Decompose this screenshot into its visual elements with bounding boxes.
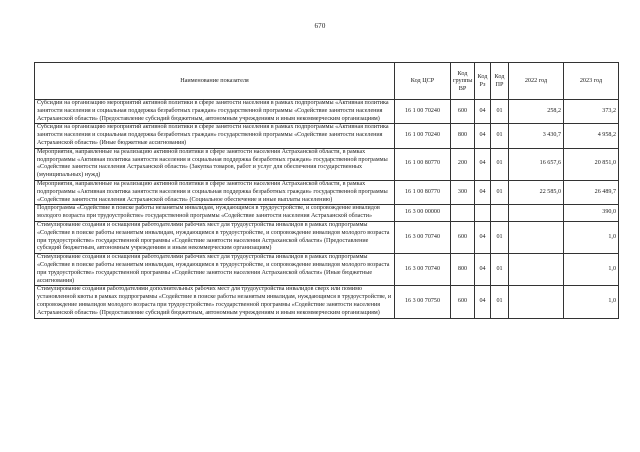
row-csr: 16 1 00 80770 xyxy=(395,148,451,180)
row-vr: 600 xyxy=(451,286,475,318)
row-pr: 01 xyxy=(491,180,509,204)
header-name: Наименование показателя xyxy=(35,63,395,100)
row-pr: 01 xyxy=(491,254,509,286)
row-2022: 3 430,7 xyxy=(509,124,564,148)
table-row xyxy=(35,124,619,148)
row-vr: 200 xyxy=(451,148,475,180)
budget-table xyxy=(34,62,619,319)
row-rz: 04 xyxy=(475,124,491,148)
row-csr: 16 1 00 80770 xyxy=(395,180,451,204)
row-pr: 01 xyxy=(491,100,509,124)
row-2023: 373,2 xyxy=(564,100,619,124)
table-row xyxy=(35,254,619,286)
header-2023: 2023 год xyxy=(564,63,619,100)
header-rz: Код Рз xyxy=(475,63,491,100)
row-rz: 04 xyxy=(475,221,491,253)
row-2022 xyxy=(509,205,564,222)
page-number: 670 xyxy=(314,22,326,30)
row-csr: 16 1 00 70240 xyxy=(395,124,451,148)
row-vr xyxy=(451,205,475,222)
row-pr xyxy=(491,205,509,222)
table-row xyxy=(35,148,619,180)
row-2023: 1,0 xyxy=(564,221,619,253)
row-name: Стимулирование создания и оснащения работодателями рабочих мест для трудоустройства инвалидов в рамках подпрограммы «Содействие в поиске работы незанятым инвалидам, нуждающимся в трудоустройстве, и сопровождение инвалидов молодого возраста при трудоустройстве» государственной программы «Содействие занятости населения Астраханской области» (Предоставление субсидий бюджетным, автономным учреждениям и иным некоммерческим организациям) xyxy=(35,221,395,253)
row-2023: 26 489,7 xyxy=(564,180,619,204)
row-name: Стимулирование создания и оснащения работодателями рабочих мест для трудоустройства инвалидов в рамках подпрограммы «Содействие в поиске работы незанятым инвалидам, нуждающимся в трудоустройстве, и сопровождение инвалидов молодого возраста при трудоустройстве» государственной программы «Содействие занятости населения Астраханской области» (Иные бюджетные ассигнования) xyxy=(35,254,395,286)
row-2022: 258,2 xyxy=(509,100,564,124)
row-rz xyxy=(475,205,491,222)
row-2023: 1,0 xyxy=(564,286,619,318)
row-2022 xyxy=(509,286,564,318)
row-2023: 390,0 xyxy=(564,205,619,222)
row-rz: 04 xyxy=(475,148,491,180)
row-vr: 600 xyxy=(451,221,475,253)
row-rz: 04 xyxy=(475,286,491,318)
table-row xyxy=(35,286,619,318)
row-2022 xyxy=(509,254,564,286)
row-csr: 16 3 00 70750 xyxy=(395,286,451,318)
table-header-row xyxy=(35,63,619,100)
header-2022: 2022 год xyxy=(509,63,564,100)
row-name: Мероприятия, направленные на реализацию активной политики в сфере занятости населения Астраханской области, в рамках подпрограммы «Активная политика занятости населения и социальная поддержка безработных граждан» государственной программы «Содействие занятости населения Астраханской области» (Закупка товаров, работ и услуг для обеспечения государственных (муниципальных) нужд) xyxy=(35,148,395,180)
row-2022: 22 585,0 xyxy=(509,180,564,204)
row-vr: 800 xyxy=(451,254,475,286)
row-csr: 16 3 00 00000 xyxy=(395,205,451,222)
row-name: Подпрограмма «Содействие в поиске работы незанятым инвалидам, нуждающимся в трудоустройстве, и сопровождение инвалидов молодого возраста при трудоустройстве» государственной программы «Содействие занятости населения Астраханской области» xyxy=(35,205,395,222)
row-name: Субсидии на организацию мероприятий активной политики в сфере занятости населения в рамках подпрограммы «Активная политика занятости населения и социальная поддержка безработных граждан» государственной программы «Содействие занятости населения Астраханской области» (Предоставление субсидий бюджетным, автономным учреждениям и иным некоммерческим организациям) xyxy=(35,100,395,124)
row-csr: 16 3 00 70740 xyxy=(395,221,451,253)
header-csr: Код ЦСР xyxy=(395,63,451,100)
header-vr: Код группы ВР xyxy=(451,63,475,100)
row-2023: 4 958,2 xyxy=(564,124,619,148)
row-pr: 01 xyxy=(491,286,509,318)
row-csr: 16 3 00 70740 xyxy=(395,254,451,286)
row-rz: 04 xyxy=(475,100,491,124)
row-name: Субсидии на организацию мероприятий активной политики в сфере занятости населения в рамках подпрограммы «Активная политика занятости населения и социальная поддержка безработных граждан» государственной программы «Содействие занятости населения Астраханской области» (Иные бюджетные ассигнования) xyxy=(35,124,395,148)
table-row xyxy=(35,205,619,222)
row-pr: 01 xyxy=(491,221,509,253)
row-2023: 1,0 xyxy=(564,254,619,286)
row-2023: 20 851,0 xyxy=(564,148,619,180)
row-2022: 16 657,6 xyxy=(509,148,564,180)
row-csr: 16 1 00 70240 xyxy=(395,100,451,124)
row-rz: 04 xyxy=(475,180,491,204)
row-name: Мероприятия, направленные на реализацию активной политики в сфере занятости населения Астраханской области, в рамках подпрограммы «Активная политика занятости населения и социальная поддержка безработных граждан» государственной программы «Содействие занятости населения Астраханской области» (Социальное обеспечение и иные выплаты населению) xyxy=(35,180,395,204)
row-rz: 04 xyxy=(475,254,491,286)
table-row xyxy=(35,221,619,253)
row-pr: 01 xyxy=(491,124,509,148)
header-pr: Код ПР xyxy=(491,63,509,100)
row-name: Стимулирование создания работодателями дополнительных рабочих мест для трудоустройства инвалидов сверх или помимо установленной квоты в рамках подпрограммы «Содействие в поиске работы незанятым инвалидам, нуждающимся в трудоустройстве, и сопровождение инвалидов молодого возраста при трудоустройстве» государственной программы «Содействие занятости населения Астраханской области» (Предоставление субсидий бюджетным, автономным учреждениям и иным некоммерческим организациям) xyxy=(35,286,395,318)
table-row xyxy=(35,180,619,204)
row-vr: 600 xyxy=(451,100,475,124)
row-pr: 01 xyxy=(491,148,509,180)
row-2022 xyxy=(509,221,564,253)
table-row xyxy=(35,100,619,124)
row-vr: 300 xyxy=(451,180,475,204)
row-vr: 800 xyxy=(451,124,475,148)
